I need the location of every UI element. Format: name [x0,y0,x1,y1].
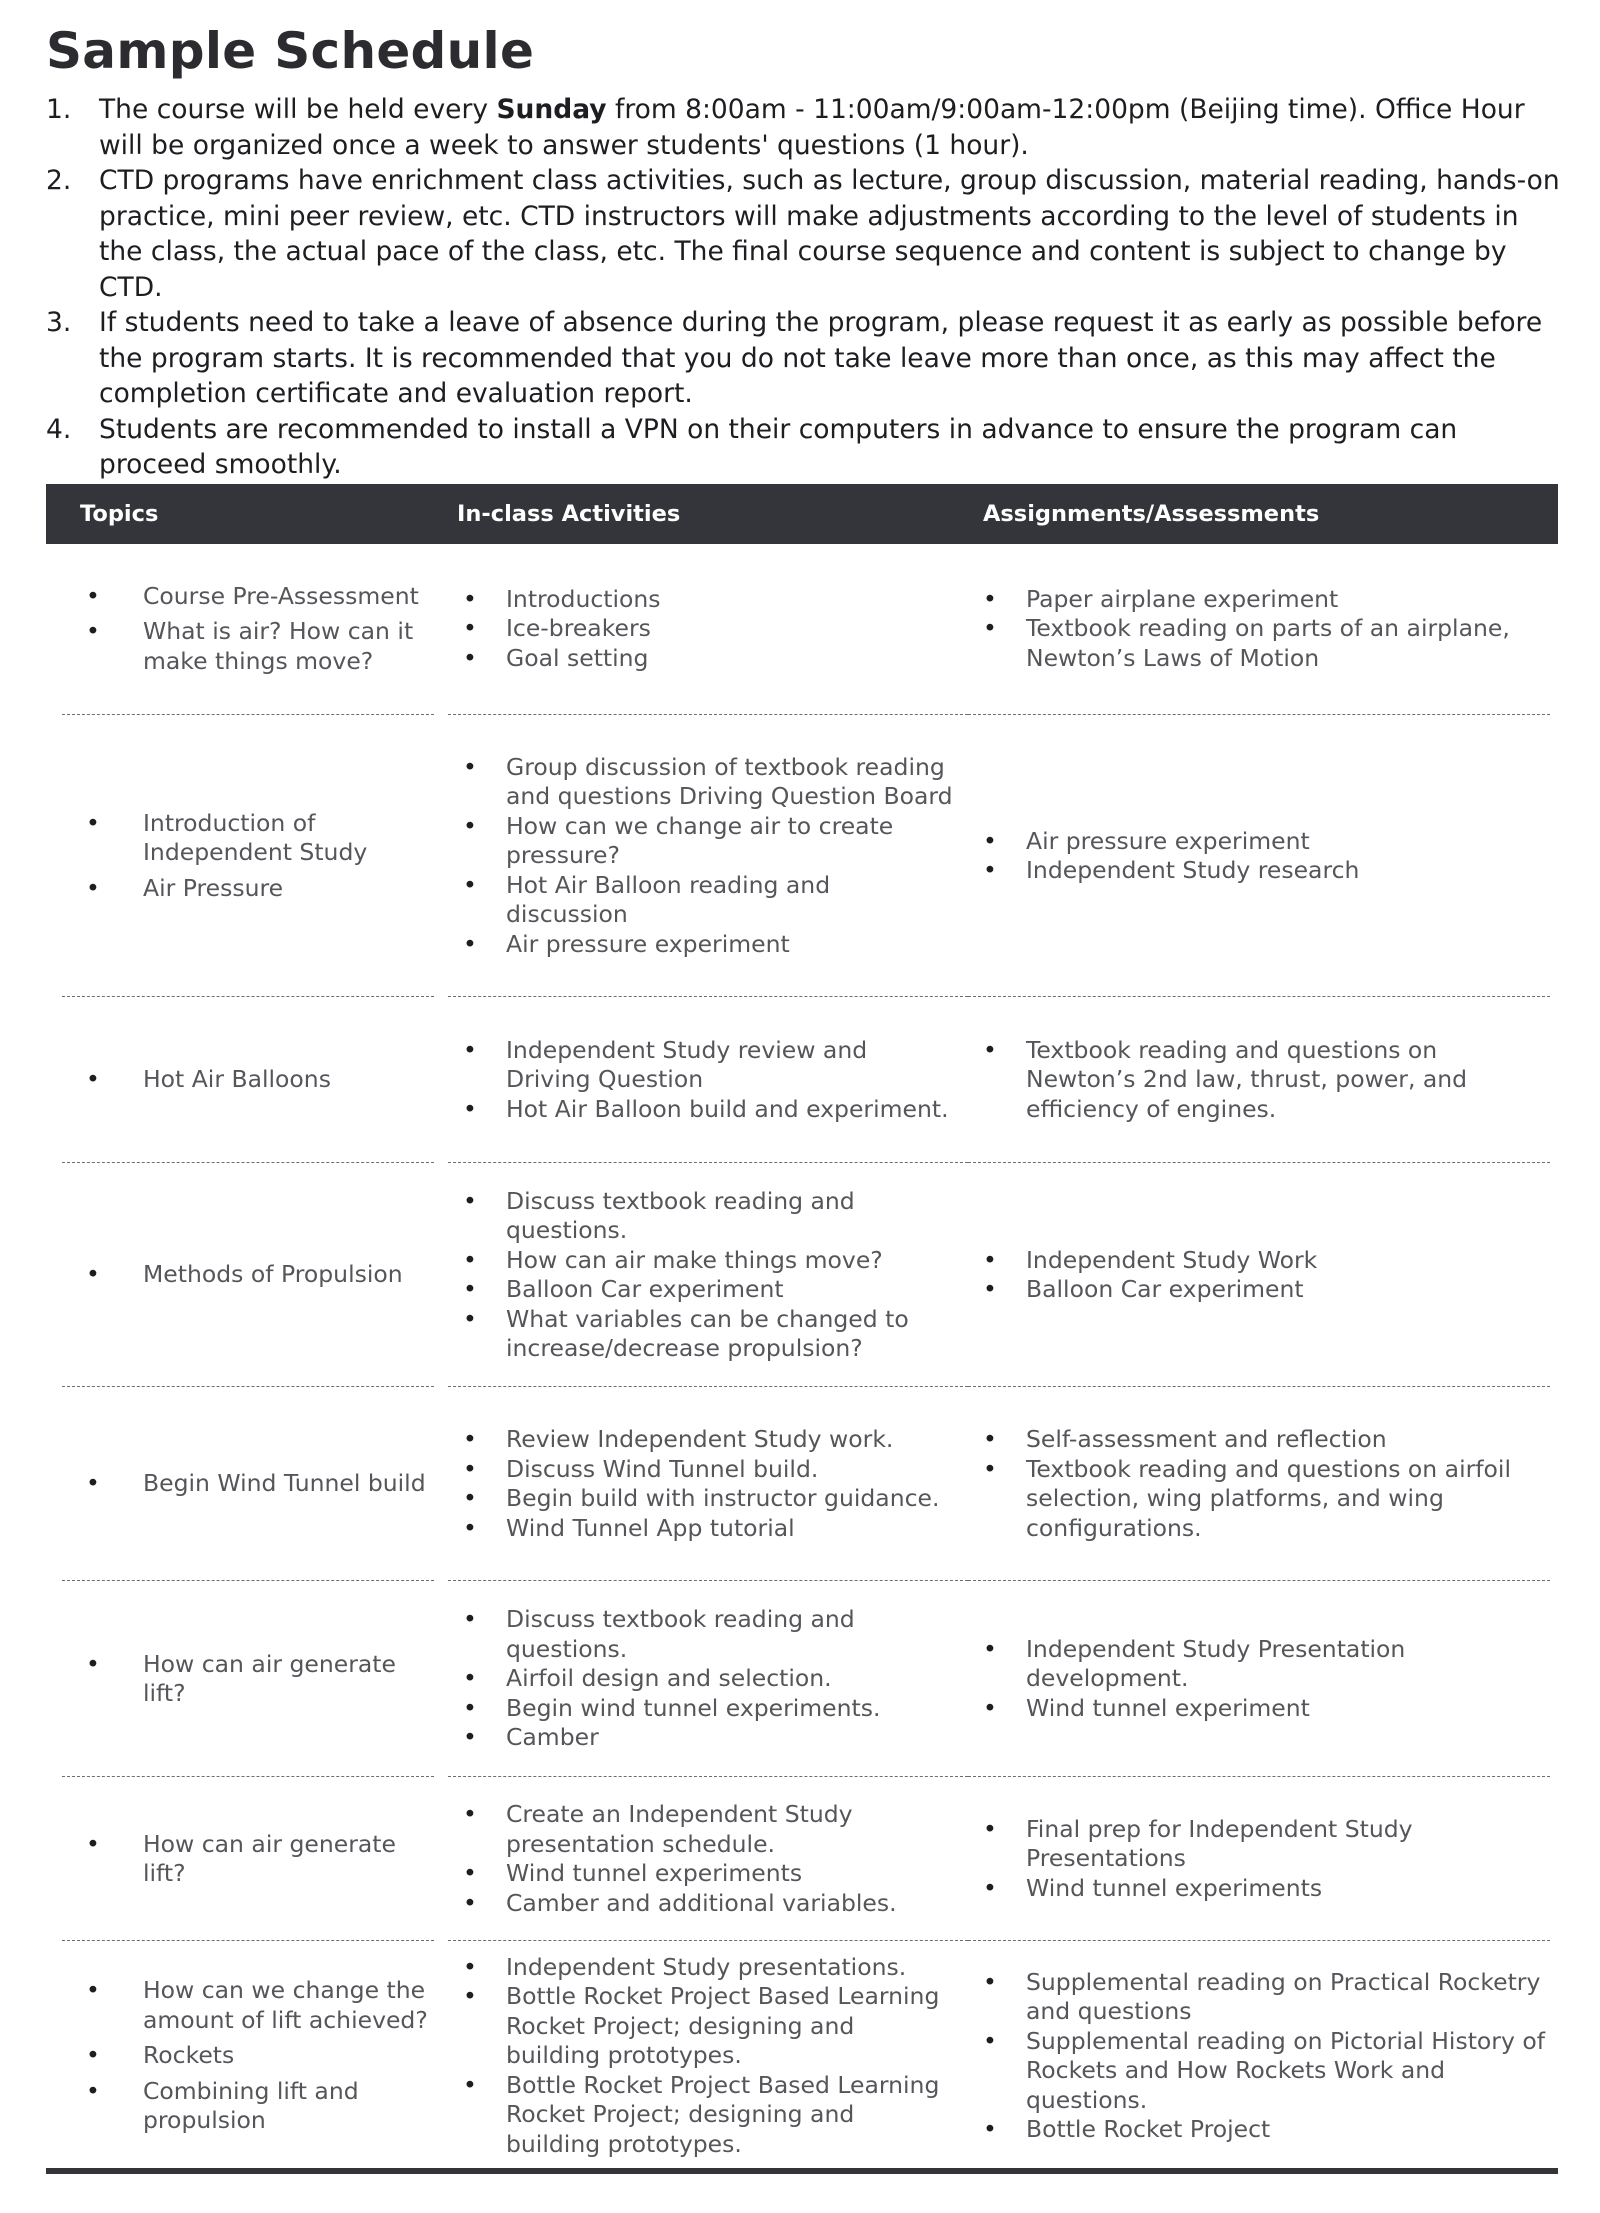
assignment-list [954,1425,1554,1543]
topic-cell [63,1164,433,1386]
dashed-divider [62,1580,434,1581]
note-item [46,305,1566,412]
assignment-cell [954,998,1554,1162]
topic-item: • Methods of Propulsion [63,1260,433,1290]
assignment-item: • Bottle Rocket Project [954,2115,1554,2145]
activity-item: • Begin wind tunnel experiments. [434,1694,954,1724]
activity-item: • Wind Tunnel App tutorial [434,1514,954,1544]
note-text-bold: Sunday [496,94,607,125]
assignment-item: • Textbook reading and questions on Newton’s 2nd law, thrust, power, and efficiency of engines. [954,1036,1554,1125]
table-row [46,1778,1558,1940]
activity-cell [434,1942,954,2170]
activity-cell [434,544,954,714]
topic-item: • How can air generate lift? [63,1650,433,1709]
activity-item: • How can air make things move? [434,1246,954,1276]
dashed-divider [62,1940,434,1941]
topic-cell [63,1942,433,2170]
activity-item: • Camber [434,1723,954,1753]
table-row [46,998,1558,1162]
schedule-table [46,484,1558,2170]
topic-cell [63,1388,433,1580]
dashed-divider [62,714,434,715]
activity-item: • Wind tunnel experiments [434,1859,954,1889]
notes-list [46,92,1566,483]
assignment-item: • Wind tunnel experiments [954,1874,1554,1904]
note-text-part: The course will be held every [99,94,497,125]
table-body [46,544,1558,2170]
assignment-item: • Balloon Car experiment [954,1275,1554,1305]
note-text-part: from 8:00am - 11:00am/9:00am-12:00pm (Beijing time). Office Hour will be organized once a week to answer students' questions (1 hour). [99,94,1525,161]
activity-list [434,585,954,674]
topic-item: • Begin Wind Tunnel build [63,1469,433,1499]
topic-item: • How can air generate lift? [63,1830,433,1889]
assignment-list [954,1635,1554,1724]
activity-item: • Review Independent Study work. [434,1425,954,1455]
table-row [46,1582,1558,1776]
dashed-divider [448,1580,968,1581]
page-title: Sample Schedule [46,22,535,80]
assignment-item: • Textbook reading and questions on airfoil selection, wing platforms, and wing configurations. [954,1455,1554,1544]
topic-cell [63,716,433,996]
activity-item: • Introductions [434,585,954,615]
activity-item: • Independent Study presentations. [434,1953,954,1983]
assignment-cell [954,1164,1554,1386]
note-text [99,163,1566,305]
assignment-cell [954,1582,1554,1776]
assignment-list [954,1815,1554,1904]
activity-list [434,1187,954,1364]
topic-list [63,1260,433,1290]
note-item [46,92,1566,163]
table-row [46,1388,1558,1580]
activity-cell [434,998,954,1162]
assignment-item: • Supplemental reading on Practical Rocketry and questions [954,1968,1554,2027]
dashed-divider [62,1386,434,1387]
dashed-divider [968,1386,1550,1387]
activity-list [434,1953,954,2160]
activity-cell [434,1164,954,1386]
note-number: 3. [46,307,72,338]
dashed-divider [62,1162,434,1163]
activity-item: • Discuss textbook reading and questions. [434,1605,954,1664]
dashed-divider [968,714,1550,715]
assignment-item: • Paper airplane experiment [954,585,1554,615]
activity-list [434,1036,954,1125]
table-header [46,484,1558,544]
dashed-divider [968,1940,1550,1941]
dashed-divider [448,714,968,715]
dashed-divider [448,996,968,997]
topic-list [63,582,433,677]
dashed-divider [968,1162,1550,1163]
note-text-part: Students are recommended to install a VPN on their computers in advance to ensure the program can proceed smoothly. [99,413,1458,480]
table-row [46,1164,1558,1386]
activity-item: • Independent Study review and Driving Question [434,1036,954,1095]
activity-item: • Bottle Rocket Project Based Learning Rocket Project; designing and building prototypes. [434,1982,954,2071]
activity-item: • Create an Independent Study presentation schedule. [434,1800,954,1859]
activity-item: • Hot Air Balloon reading and discussion [434,871,954,930]
assignment-list [954,1246,1554,1305]
topic-list [63,1065,433,1095]
assignment-item: • Air pressure experiment [954,827,1554,857]
note-item [46,412,1566,483]
activity-list [434,1800,954,1918]
topic-cell [63,1582,433,1776]
topic-item: • Course Pre-Assessment [63,582,433,612]
note-text [99,92,1566,163]
note-text [99,412,1566,483]
assignment-list [954,1968,1554,2145]
note-number: 2. [46,165,72,196]
assignment-item: • Independent Study Work [954,1246,1554,1276]
activity-item: • Begin build with instructor guidance. [434,1484,954,1514]
activity-item: • Airfoil design and selection. [434,1664,954,1694]
topic-list [63,1976,433,2136]
activity-cell [434,1388,954,1580]
activity-item: • Group discussion of textbook reading and questions Driving Question Board [434,753,954,812]
topic-cell [63,544,433,714]
dashed-divider [968,996,1550,997]
activity-item: • Air pressure experiment [434,930,954,960]
topic-list [63,809,433,904]
dashed-divider [62,996,434,997]
topic-list [63,1830,433,1889]
note-text-part: If students need to take a leave of absence during the program, please request it as early as possible before the program starts. It is recommended that you do not take leave more than once, as this may affect the completion certificate and evaluation report. [99,307,1543,409]
dashed-divider [62,1776,434,1777]
topic-item: • Combining lift and propulsion [63,2077,433,2136]
header-in-class-activities: In-class Activities [457,501,681,527]
header-assignments: Assignments/Assessments [983,501,1320,527]
activity-cell [434,1778,954,1940]
topic-item: • Introduction of Independent Study [63,809,433,868]
assignment-item: • Textbook reading on parts of an airplane, Newton’s Laws of Motion [954,614,1554,673]
assignment-item: • Final prep for Independent Study Presentations [954,1815,1554,1874]
assignment-cell [954,1388,1554,1580]
assignment-list [954,827,1554,886]
activity-item: • Ice-breakers [434,614,954,644]
topic-cell [63,1778,433,1940]
assignment-cell [954,1778,1554,1940]
assignment-list [954,585,1554,674]
table-row [46,716,1558,996]
assignment-item: • Supplemental reading on Pictorial History of Rockets and How Rockets Work and questions. [954,2027,1554,2116]
activity-cell [434,716,954,996]
note-text-part: CTD programs have enrichment class activities, such as lecture, group discussion, material reading, hands-on practice, mini peer review, etc. CTD instructors will make adjustments according to the level of students in the class, the actual pace of the class, etc. The final course sequence and content is subject to change by CTD. [99,165,1560,303]
table-bottom-rule [46,2168,1558,2174]
activity-list [434,753,954,960]
activity-item: • How can we change air to create pressure? [434,812,954,871]
dashed-divider [448,1940,968,1941]
activity-item: • Discuss textbook reading and questions. [434,1187,954,1246]
assignment-cell [954,1942,1554,2170]
activity-list [434,1425,954,1543]
table-row [46,544,1558,714]
assignment-cell [954,716,1554,996]
note-number: 4. [46,413,72,445]
header-topics: Topics [80,501,159,527]
activity-item: • Balloon Car experiment [434,1275,954,1305]
table-row [46,1942,1558,2170]
topic-item: • How can we change the amount of lift achieved? [63,1976,433,2035]
activity-cell [434,1582,954,1776]
activity-item: • Goal setting [434,644,954,674]
topic-item: • Air Pressure [63,874,433,904]
activity-item: • Bottle Rocket Project Based Learning Rocket Project; designing and building prototypes. [434,2071,954,2160]
note-number: 1. [46,94,72,125]
activity-item: • What variables can be changed to increase/decrease propulsion? [434,1305,954,1364]
activity-list [434,1605,954,1753]
dashed-divider [448,1386,968,1387]
dashed-divider [448,1776,968,1777]
topic-list [63,1469,433,1499]
dashed-divider [968,1580,1550,1581]
note-text [99,305,1566,412]
assignment-item: • Independent Study Presentation development. [954,1635,1554,1694]
topic-item: • What is air? How can it make things move? [63,617,433,676]
assignment-cell [954,544,1554,714]
dashed-divider [448,1162,968,1163]
dashed-divider [968,1776,1550,1777]
activity-item: • Hot Air Balloon build and experiment. [434,1095,954,1125]
topic-list [63,1650,433,1709]
assignment-list [954,1036,1554,1125]
topic-item: • Hot Air Balloons [63,1065,433,1095]
topic-item: • Rockets [63,2041,433,2071]
assignment-item: • Wind tunnel experiment [954,1694,1554,1724]
assignment-item: • Self-assessment and reflection [954,1425,1554,1455]
assignment-item: • Independent Study research [954,856,1554,886]
activity-item: • Discuss Wind Tunnel build. [434,1455,954,1485]
activity-item: • Camber and additional variables. [434,1889,954,1919]
note-item [46,163,1566,305]
topic-cell [63,998,433,1162]
